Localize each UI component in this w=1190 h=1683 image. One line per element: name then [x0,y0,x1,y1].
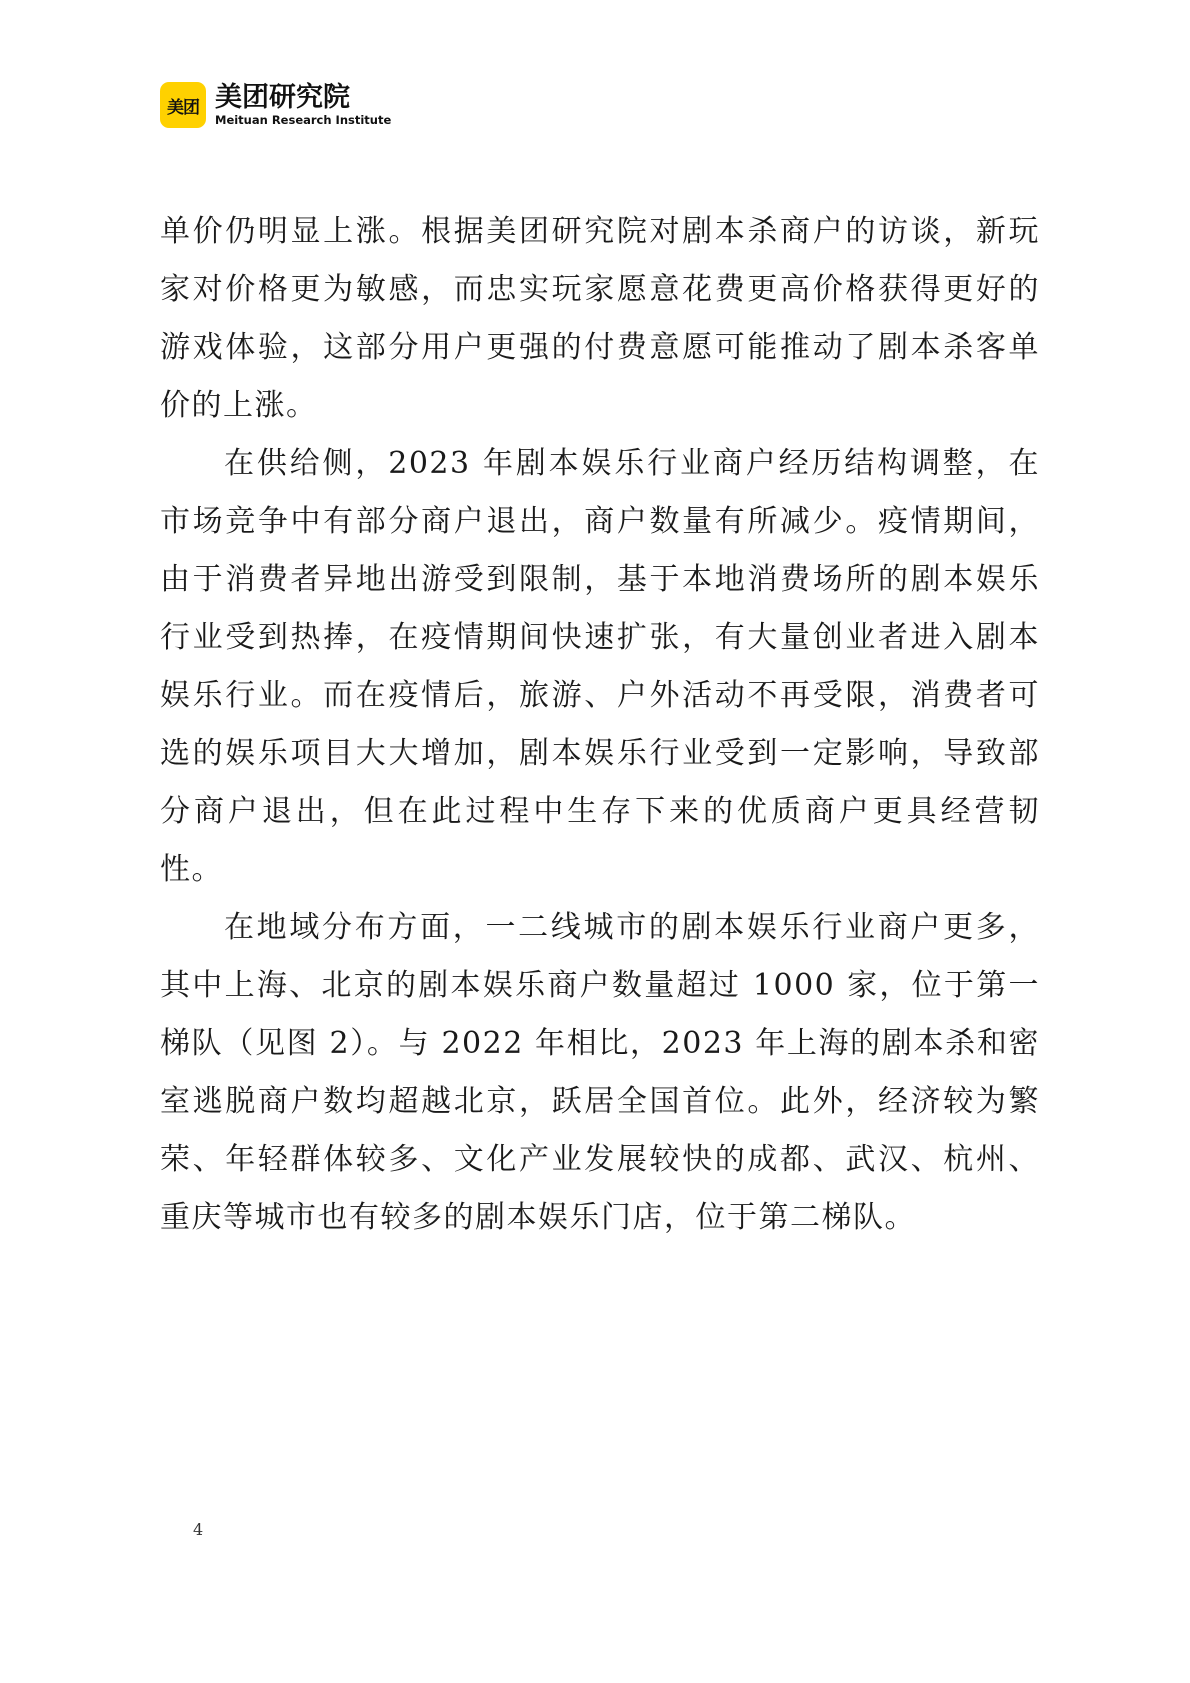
paragraph-supply: 在供给侧，2023 年剧本娱乐行业商户经历结构调整，在市场竞争中有部分商户退出，商户数量有所减少。疫情期间，由于消费者异地出游受到限制，基于本地消费场所的剧本娱乐行业受到热捧，在疫情期间快速扩张，有大量创业者进入剧本娱乐行业。而在疫情后，旅游、户外活动不再受限，消费者可选的娱乐项目大大增加，剧本娱乐行业受到一定影响，导致部分商户退出，但在此过程中生存下来的优质商户更具经营韧性。 [160,446,1040,887]
paragraph-price: 单价仍明显上涨。根据美团研究院对剧本杀商户的访谈，新玩家对价格更为敏感，而忠实玩家愿意花费更高价格获得更好的游戏体验，这部分用户更强的付费意愿可能推动了剧本杀客单价的上涨。 [160,214,1040,423]
page-header [160,82,391,128]
meituan-logo-icon: 美团 [160,82,206,128]
logo-text [215,83,391,127]
page-number: 4 [193,1520,204,1539]
logo-title-en: Meituan Research Institute [215,113,392,127]
paragraph-regional: 在地域分布方面，一二线城市的剧本娱乐行业商户更多，其中上海、北京的剧本娱乐商户数量超过 1000 家，位于第一梯队（见图 2）。与 2022 年相比，2023 年上海的剧本杀和密室逃脱商户数均超越北京，跃居全国首位。此外，经济较为繁荣、年轻群体较多、文化产业发展较快的成都、武汉、杭州、重庆等城市也有较多的剧本娱乐门店，位于第二梯队。 [160,910,1040,1235]
logo-title-cn: 美团研究院 [215,82,350,113]
document-body [160,203,1040,1247]
